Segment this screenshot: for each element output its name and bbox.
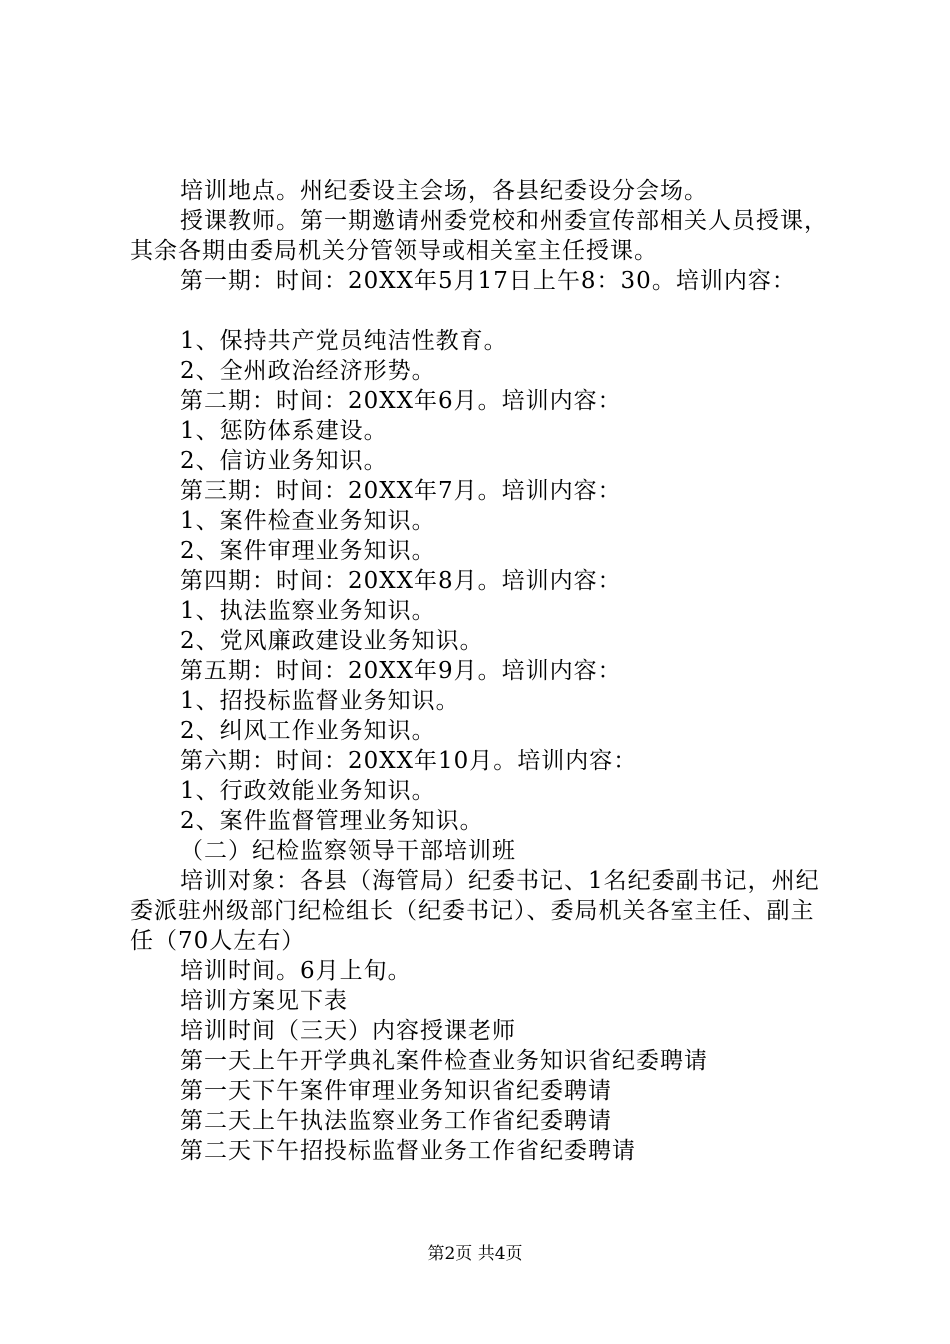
paragraph-plan-intro: 培训方案见下表 xyxy=(180,988,348,1014)
plan-row: 培训时间（三天）内容授课老师 xyxy=(180,1018,516,1044)
plan-row: 第一天上午开学典礼案件检查业务知识省纪委聘请 xyxy=(180,1048,708,1074)
page-number-footer: 第2页 共4页 xyxy=(427,1244,523,1264)
list-item: 2、纠风工作业务知识。 xyxy=(180,718,436,744)
paragraph-training-time: 培训时间。6月上旬。 xyxy=(180,958,412,984)
paragraph-session-5: 第五期：时间：20XX年9月。培训内容： xyxy=(180,658,622,684)
list-item: 2、信访业务知识。 xyxy=(180,448,388,474)
paragraph-session-3: 第三期：时间：20XX年7月。培训内容： xyxy=(180,478,622,504)
paragraph-teachers: 授课教师。第一期邀请州委党校和州委宣传部相关人员授课，其余各期由委局机关分管领导或相关室主任授课。 xyxy=(130,208,828,264)
plan-row: 第二天上午执法监察业务工作省纪委聘请 xyxy=(180,1108,612,1134)
paragraph-session-1: 第一期：时间：20XX年5月17日上午8：30。培训内容： xyxy=(180,268,796,294)
list-item: 1、保持共产党员纯洁性教育。 xyxy=(180,328,508,354)
plan-row: 第一天下午案件审理业务知识省纪委聘请 xyxy=(180,1078,612,1104)
list-item: 1、行政效能业务知识。 xyxy=(180,778,436,804)
list-item: 2、党风廉政建设业务知识。 xyxy=(180,628,484,654)
paragraph-location: 培训地点。州纪委设主会场，各县纪委设分会场。 xyxy=(180,178,708,204)
paragraph-session-4: 第四期：时间：20XX年8月。培训内容： xyxy=(180,568,622,594)
list-item: 2、全州政治经济形势。 xyxy=(180,358,436,384)
document-body xyxy=(130,176,835,1166)
list-item: 1、惩防体系建设。 xyxy=(180,418,388,444)
list-item: 1、执法监察业务知识。 xyxy=(180,598,436,624)
list-item: 1、案件检查业务知识。 xyxy=(180,508,436,534)
list-item: 1、招投标监督业务知识。 xyxy=(180,688,460,714)
paragraph-session-6: 第六期：时间：20XX年10月。培训内容： xyxy=(180,748,638,774)
list-item: 2、案件审理业务知识。 xyxy=(180,538,436,564)
blank-line xyxy=(130,296,835,326)
section-heading: （二）纪检监察领导干部培训班 xyxy=(180,838,516,864)
plan-row: 第二天下午招投标监督业务工作省纪委聘请 xyxy=(180,1138,636,1164)
list-item: 2、案件监督管理业务知识。 xyxy=(180,808,484,834)
paragraph-trainees: 培训对象：各县（海管局）纪委书记、1名纪委副书记，州纪委派驻州级部门纪检组长（纪委书记）、委局机关各室主任、副主任（70人左右） xyxy=(130,868,820,954)
paragraph-session-2: 第二期：时间：20XX年6月。培训内容： xyxy=(180,388,622,414)
